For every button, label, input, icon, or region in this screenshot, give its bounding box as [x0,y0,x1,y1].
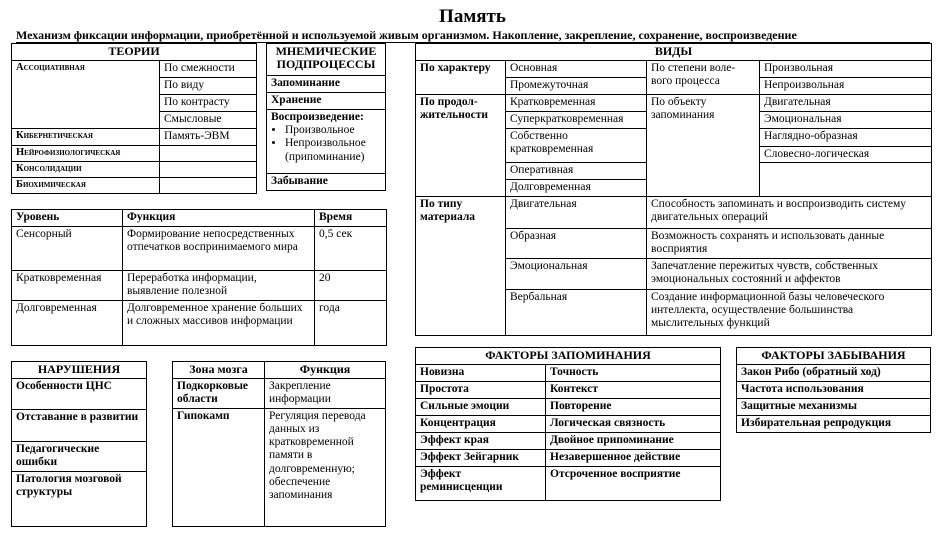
material-type: Двигательная [506,197,647,229]
level-time: 20 [315,271,387,301]
types-object-cell [760,129,932,163]
material-desc: Создание информационной базы человеческого интеллекта, осуществление большинства мыслительных функций [647,289,932,335]
level-name: Сенсорный [12,227,123,271]
level-function: Долговременное хранение больших и сложных массивов информации [123,301,315,346]
empty-cell [160,177,257,193]
theory-assoc-item: Смысловые [160,111,257,128]
factor-item: Эффект края [416,432,546,449]
levels-table [11,209,387,346]
page-title: Память [439,6,506,27]
page-subtitle: Механизм фиксации информации, приобретённой и используемой живым организмом. Накопление, закрепление, сохранение, воспроизведение [16,28,797,42]
disorder-item: Патология мозговой структуры [12,471,147,526]
level-time: года [315,301,387,346]
mnemonic-reproduction: Воспроизведение: [271,111,364,123]
factor-item: Эффект реминисценции [416,466,546,500]
factor-item: Отсроченное восприятие [546,466,721,500]
theory-cybernetic: Кибернетическая [12,128,160,145]
material-desc: Запечатление пережитых чувств, собственных эмоциональных состояний и аффектов [647,258,932,289]
disorders-header: НАРУШЕНИЯ [12,362,147,379]
mnemonic-storage: Хранение [267,93,386,110]
types-item: Промежуточная [506,78,647,95]
forgetting-factors-table [736,347,931,433]
theories-table [11,43,257,194]
factor-item: Новизна [416,364,546,381]
level-function: Переработка информации, выявление полезной [123,271,315,301]
factor-item: Контекст [546,381,721,398]
theory-assoc-item: По смежности [160,60,257,77]
types-item: Основная [506,61,647,78]
factor-item: Двойное припоминание [546,432,721,449]
theory-cybernetic-item: Память-ЭВМ [160,128,257,145]
types-by-object: По объекту запоминания [647,95,760,197]
forgetting-item: Частота использования [737,381,931,398]
types-header: ВИДЫ [416,44,932,61]
empty-cell [760,163,932,197]
brain-zone: Подкорковые области [173,378,265,408]
mnemonic-header: МНЕМИЧЕСКИЕ ПОДПРОЦЕССЫ [267,44,386,76]
disorder-item: Особенности ЦНС [12,378,147,409]
reproduction-item: • Непроизвольное (припоминание) [285,137,381,163]
levels-header-time: Время [315,210,387,227]
brain-header-function: Функция [265,362,386,379]
brain-function: Регуляция перевода данных из кратковременной памяти в долговременную; обеспечение запоминания [265,408,386,526]
factor-item: Незавершенное действие [546,449,721,466]
disorder-item: Отставание в развитии [12,409,147,441]
types-by-material: По типу материала [416,197,506,335]
mnemonic-reproduction-cell [267,110,386,174]
theory-assoc-item: По контрасту [160,94,257,111]
forgetting-factors-header: ФАКТОРЫ ЗАБЫВАНИЯ [737,348,931,365]
forgetting-item: Избирательная репродукция [737,415,931,432]
mnemonic-table [266,43,386,191]
factor-item: Точность [546,364,721,381]
level-time: 0,5 сек [315,227,387,271]
theory-other: Биохимическая [12,177,160,193]
types-item: Оперативная [506,163,647,180]
forgetting-item: Защитные механизмы [737,398,931,415]
material-desc: Способность запоминать и воспроизводить систему двигательных операций [647,197,932,229]
types-table [415,43,932,336]
factor-item: Простота [416,381,546,398]
disorders-table [11,361,147,527]
level-name: Долговременная [12,301,123,346]
types-item: Собственно кратковременная [506,129,647,163]
theory-assoc-item: По виду [160,77,257,94]
types-item: Долговременная [506,180,647,197]
material-type: Образная [506,229,647,258]
material-desc: Возможность сохранять и использовать данные восприятия [647,229,932,258]
types-item: Произвольная [760,61,932,78]
types-by-will: По степени воле-вого процесса [647,61,760,95]
forgetting-item: Закон Рибо (обратный ход) [737,364,931,381]
theories-header: ТЕОРИИ [12,44,257,61]
theory-other: Нейрофизиологическая [12,145,160,161]
mnemonic-forgetting: Забывание [267,174,386,191]
level-function: Формирование непосредственных отпечатков воспринимаемого мира [123,227,315,271]
factor-item: Логическая связность [546,415,721,432]
types-item: Наглядно-образная [760,129,931,147]
types-by-duration: По продол-жительности [416,95,506,197]
mnemonic-memorizing: Запоминание [267,76,386,93]
material-type: Вербальная [506,289,647,335]
memorization-factors-header: ФАКТОРЫ ЗАПОМИНАНИЯ [416,348,721,365]
level-name: Кратковременная [12,271,123,301]
brain-header-zone: Зона мозга [173,362,265,379]
empty-cell [160,145,257,161]
types-item: Эмоциональная [760,112,932,129]
disorder-item: Педагогические ошибки [12,441,147,471]
theory-associative: Ассоциативная [12,60,160,128]
reproduction-item: • Произвольное [285,124,381,137]
brain-zone: Гипокамп [173,408,265,526]
types-item: Двигательная [760,95,932,112]
levels-header-function: Функция [123,210,315,227]
empty-cell [160,161,257,177]
types-item: Словесно-логическая [764,148,870,160]
types-item: Непроизвольная [760,78,932,95]
brain-function: Закрепление информации [265,378,386,408]
material-type: Эмоциональная [506,258,647,289]
types-item: Кратковременная [506,95,647,112]
theory-other: Консолидации [12,161,160,177]
types-item: Суперкратковременная [506,112,647,129]
memorization-factors-table [415,347,721,501]
factor-item: Сильные эмоции [416,398,546,415]
factor-item: Повторение [546,398,721,415]
factor-item: Эффект Зейгарник [416,449,546,466]
levels-header-level: Уровень [12,210,123,227]
factor-item: Концентрация [416,415,546,432]
types-by-character: По характеру [416,61,506,95]
brain-table [172,361,386,527]
